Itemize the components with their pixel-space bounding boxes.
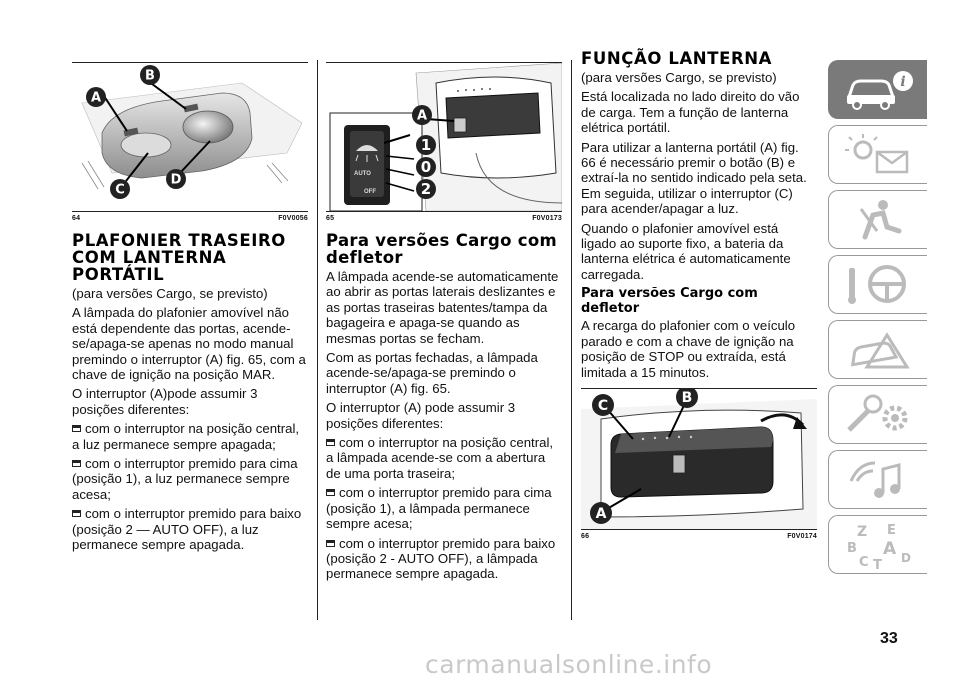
bullet-icon <box>72 425 81 432</box>
steering-wheel-key-icon <box>843 262 915 306</box>
bullet-text: com o interruptor premido para baixo (posição 2 — AUTO OFF), a luz permanece sempre apagada. <box>72 506 302 553</box>
tab-emergency[interactable] <box>828 320 927 379</box>
figure-caption <box>581 530 817 540</box>
index-letter: E <box>887 523 896 538</box>
alphabetical-index-icon <box>843 522 915 570</box>
tab-warning-lights[interactable] <box>828 125 927 184</box>
watermark: carmanualsonline.info <box>425 650 713 679</box>
bullet-text: com o interruptor na posição central, a luz permanece sempre apagada; <box>72 421 300 452</box>
column-divider <box>571 60 572 620</box>
car-breakdown-icon <box>843 327 915 371</box>
warning-lights-icon <box>843 132 915 176</box>
airbag-seat-icon <box>843 197 915 241</box>
callout-b: B <box>145 68 155 84</box>
callout-c: C <box>115 182 125 198</box>
tab-starting-driving[interactable] <box>828 255 927 314</box>
bullet-item <box>326 435 562 481</box>
index-letter: C <box>859 555 869 570</box>
bullet-icon <box>326 540 335 547</box>
index-letter: D <box>901 551 911 565</box>
paragraph: Para utilizar a lanterna portátil (A) fig. 66 é necessário premir o botão (B) e extraí-la no sentido indicado pela seta. Em seguida, utilizar o interruptor (C) para acender/apagar a luz. <box>581 139 807 217</box>
paragraph: Quando o plafonier amovível está ligado ao suporte fixo, a bateria da lanterna elétrica é automaticamente carregada. <box>581 220 791 282</box>
callout-2: 2 <box>420 180 432 198</box>
figure-caption <box>326 212 562 222</box>
figure-code: F0V0173 <box>532 215 562 222</box>
figure-code: F0V0056 <box>278 215 308 222</box>
figure-number: 64 <box>72 215 81 222</box>
switch-off-label: OFF <box>364 189 376 195</box>
index-letter: B <box>847 541 857 556</box>
section-heading: Para versões Cargo com defletor <box>326 231 557 267</box>
tab-car-info[interactable] <box>828 60 927 119</box>
callout-a: A <box>90 90 102 106</box>
section-heading: FUNÇÃO LANTERNA <box>581 49 773 68</box>
paragraph: O interruptor (A)pode assumir 3 posições diferentes: <box>72 386 258 417</box>
index-letter: A <box>883 539 897 559</box>
svg-text:i: i <box>900 74 906 90</box>
callout-b: B <box>681 389 693 406</box>
paragraph: Com as portas fechadas, a lâmpada acende-se/apaga-se premindo o interruptor (A) fig. 65. <box>326 350 538 396</box>
callout-d: D <box>170 172 182 188</box>
bullet-text: com o interruptor na posição central, a lâmpada acende-se com a abertura de uma porta traseira; <box>326 435 554 481</box>
subsection-heading: Para versões Cargo com defletor <box>581 286 758 317</box>
paragraph: A lâmpada do plafonier amovível não está dependente das portas, acende-se/apaga-se apenas no modo manual premindo o interruptor (A) fig. 65, com a chave de ignição na posição MAR. <box>72 305 306 383</box>
tab-safety[interactable] <box>828 190 927 249</box>
callout-0: 0 <box>420 158 432 176</box>
figure-caption <box>72 212 308 222</box>
figure-64 <box>72 63 308 211</box>
paragraph: (para versões Cargo, se previsto) <box>72 286 268 301</box>
bullet-item <box>72 456 308 502</box>
figure-number: 66 <box>581 532 590 540</box>
bullet-item <box>72 506 308 552</box>
figure-65 <box>326 63 562 211</box>
index-letter: T <box>873 558 882 570</box>
bullet-text: com o interruptor premido para cima (posição 1), a luz permanece sempre acesa; <box>72 456 298 502</box>
column-3 <box>581 50 817 540</box>
column-1 <box>72 62 308 557</box>
bullet-text: com o interruptor premido para baixo (posição 2 - AUTO OFF), a lâmpada permanece sempre apagada. <box>326 535 556 582</box>
car-info-icon <box>843 67 915 111</box>
multimedia-music-icon <box>843 457 915 501</box>
figure-number: 65 <box>326 215 335 222</box>
column-divider <box>317 60 318 620</box>
paragraph: O interruptor (A) pode assumir 3 posições diferentes: <box>326 400 516 431</box>
bullet-text: com o interruptor premido para cima (posição 1), a lâmpada permanece sempre acesa; <box>326 485 552 532</box>
callout-a: A <box>595 505 607 522</box>
bullet-item <box>326 536 562 582</box>
section-heading: PLAFONIER TRASEIRO COM LANTERNA PORTÁTIL <box>72 231 286 284</box>
paragraph: Está localizada no lado direito do vão de carga. Tem a função de lanterna elétrica portátil. <box>581 89 800 136</box>
paragraph: A lâmpada acende-se automaticamente ao abrir as portas laterais deslizantes e as portas traseiras batentes/tampa da bagageira e apaga-se quando as mesmas portas se fecham. <box>326 269 559 346</box>
switch-auto-label: AUTO <box>354 171 371 177</box>
service-tools-icon <box>843 392 915 436</box>
callout-1: 1 <box>420 136 432 154</box>
figure-66 <box>581 389 817 529</box>
tab-index[interactable] <box>828 515 927 574</box>
tab-maintenance[interactable] <box>828 385 927 444</box>
callout-a: A <box>416 108 428 124</box>
paragraph: (para versões Cargo, se previsto) <box>581 70 777 85</box>
bullet-icon <box>72 510 81 517</box>
rear-dome-light-illustration <box>72 63 308 211</box>
portable-torch-illustration <box>581 389 817 529</box>
bullet-icon <box>326 489 335 496</box>
bullet-item <box>326 485 562 531</box>
page-number: 33 <box>880 630 898 647</box>
figure-code: F0V0174 <box>787 532 817 540</box>
index-letter: Z <box>857 524 868 540</box>
paragraph: A recarga do plafonier com o veículo parado e com a chave de ignição na posição de STOP ou extraída, está limitada a 15 minutos. <box>581 318 796 380</box>
callout-c: C <box>597 397 609 414</box>
bullet-item <box>72 421 308 452</box>
deflector-light-switch-illustration <box>326 63 562 211</box>
bullet-icon <box>326 439 335 446</box>
tab-multimedia[interactable] <box>828 450 927 509</box>
bullet-icon <box>72 460 81 467</box>
column-2 <box>326 62 562 586</box>
